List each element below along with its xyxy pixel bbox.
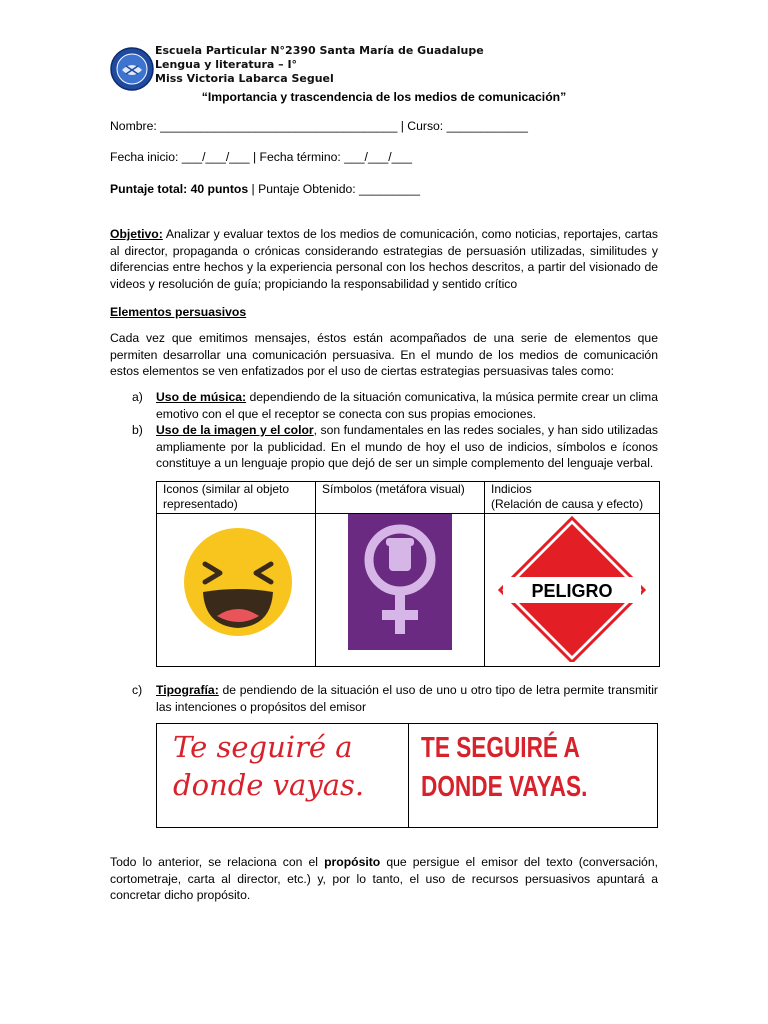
puntaje-line <box>110 181 670 198</box>
item-a-body: dependiendo de la situación comunicativa, la música permite crear un clima emotivo con el que el receptor se conecta con sus propias emociones. <box>156 390 658 421</box>
objetivo-text: Analizar y evaluar textos de los medios de comunicación, como noticias, reportajes, cartas al director, propaganda o crónicas considerando estrategias de persuasión utilizadas, similitudes y diferencias entre hechos y la experiencia personal con los hechos descritos, a partir del visionado de videos y resolución de guía; propiciando la responsabilidad y sentido crítico <box>110 227 658 291</box>
signs-table <box>156 481 660 667</box>
script-font-sample <box>173 728 364 804</box>
script-line-1: Te seguiré a <box>173 730 353 764</box>
puntaje-obtenido-field[interactable]: _________ <box>359 182 421 196</box>
item-c-body: de pendiendo de la situación el uso de uno u otro tipo de letra permite transmitir las intenciones o propósitos del emisor <box>156 683 658 714</box>
nombre-label: Nombre: <box>110 119 157 133</box>
page-title: “Importancia y trascendencia de los medios de comunicación” <box>201 90 567 104</box>
fecha-inicio-label: Fecha inicio: <box>110 150 179 164</box>
item-a-term: Uso de música: <box>156 390 247 404</box>
item-c-term: Tipografía: <box>156 683 219 697</box>
danger-sign-icon <box>485 514 659 662</box>
indicios-header <box>485 482 660 514</box>
bold-font-cell <box>409 724 658 828</box>
fecha-line <box>110 149 670 166</box>
subject-name: Lengua y literatura – I° <box>155 58 298 71</box>
item-b-body: , son fundamentales en las redes sociales, y han sido utilizadas ampliamente por la publicidad. En el mundo de hoy el uso de indicios, símbolos e íconos constituye a un lenguaje propio que dejó de ser un simple complemento del lenguaje verbal. <box>156 423 658 470</box>
emoji-cell <box>157 514 316 667</box>
item-a-text <box>156 389 658 422</box>
closing-before: Todo lo anterior, se relaciona con el <box>110 855 325 869</box>
fecha-inicio-field[interactable]: ___/___/___ <box>181 150 250 164</box>
item-a-marker: a) <box>132 390 143 404</box>
symbol-cell <box>316 514 485 667</box>
fecha-termino-field[interactable]: ___/___/___ <box>344 150 412 164</box>
item-c-text <box>156 682 658 715</box>
indicios-header-line1: Indicios <box>491 482 532 496</box>
closing-paragraph <box>110 854 658 904</box>
curso-field[interactable]: ____________ <box>446 119 528 133</box>
bold-font-sample <box>421 729 587 807</box>
nombre-line <box>110 118 670 135</box>
script-font-cell <box>157 724 409 828</box>
typography-table <box>156 723 658 828</box>
school-seal-icon <box>110 44 154 94</box>
section-heading: Elementos persuasivos <box>110 305 247 319</box>
bold-line-1: TE SEGUIRÉ A <box>421 732 581 764</box>
item-b-term: Uso de la imagen y el color <box>156 423 314 437</box>
symbols-header: Símbolos (metáfora visual) <box>316 482 485 514</box>
feminist-fist-symbol-icon <box>316 514 484 662</box>
school-name: Escuela Particular N°2390 Santa María de Guadalupe <box>155 44 484 57</box>
icons-header: Iconos (similar al objeto representado) <box>157 482 316 514</box>
teacher-name: Miss Victoria Labarca Seguel <box>155 72 334 85</box>
objetivo-paragraph <box>110 226 658 292</box>
laughing-emoji-icon <box>157 514 315 662</box>
puntaje-obtenido-label: | Puntaje Obtenido: <box>251 182 356 196</box>
closing-term: propósito <box>324 855 381 869</box>
section-intro: Cada vez que emitimos mensajes, éstos están acompañados de una serie de elementos que permiten desarrollar una comunicación persuasiva. En el mundo de los medios de comunicación estos elementos se ven enfatizados por el uso de ciertas estrategias persuasivas tales como: <box>110 331 658 378</box>
script-line-2: donde vayas. <box>173 768 365 802</box>
bold-line-2: DONDE VAYAS. <box>421 771 588 803</box>
fecha-termino-label: | Fecha término: <box>252 150 341 164</box>
closing-after: que persigue el emisor del texto (conversación, cortometraje, carta al director, etc.) y, por lo tanto, el uso de recursos persuasivos apuntará a concretar dicho propósito. <box>110 855 658 902</box>
nombre-field[interactable]: ___________________________________ <box>160 119 398 133</box>
curso-label: | Curso: <box>400 119 444 133</box>
danger-sign-text: PELIGRO <box>531 581 613 601</box>
item-c-marker: c) <box>132 683 143 697</box>
puntaje-total: Puntaje total: 40 puntos <box>110 182 249 196</box>
item-b-marker: b) <box>132 423 143 437</box>
item-b-text <box>156 422 658 472</box>
objetivo-label: Objetivo: <box>110 227 163 241</box>
indicios-header-line2: (Relación de causa y efecto) <box>491 497 644 511</box>
danger-sign-cell <box>485 514 660 667</box>
